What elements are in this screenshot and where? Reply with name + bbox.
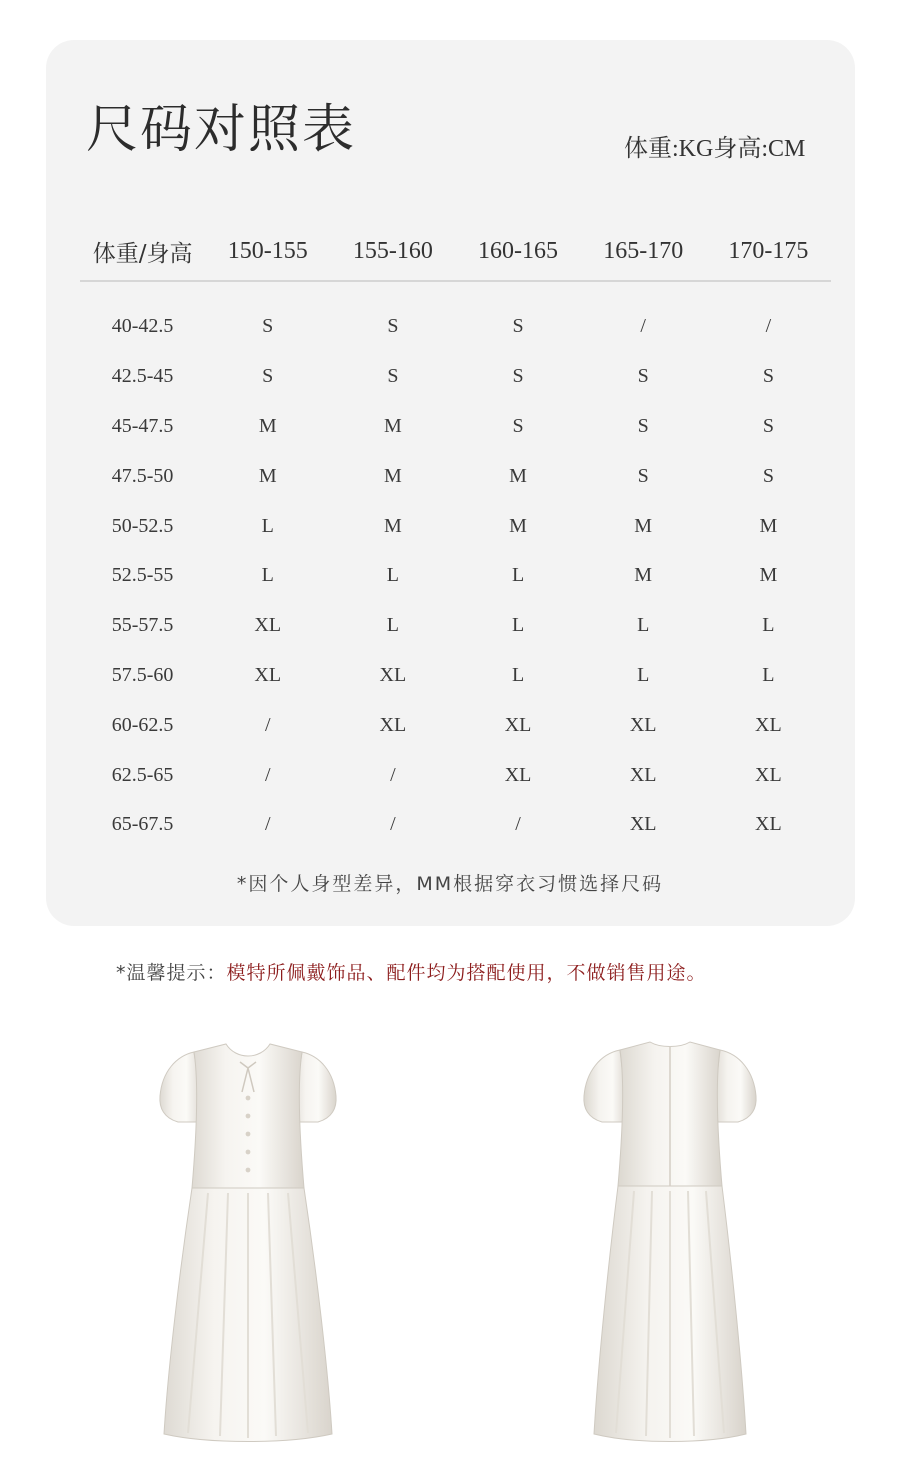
size-cell: L: [511, 614, 525, 637]
weight-range-cell: 60-62.5: [111, 713, 174, 736]
size-cell: /: [765, 315, 772, 338]
table-row: [80, 352, 831, 402]
size-cell: S: [262, 315, 274, 338]
size-cell: XL: [755, 713, 782, 736]
size-cell: L: [637, 614, 650, 637]
size-cell: /: [264, 813, 271, 836]
table-row: [80, 402, 831, 452]
size-cell: /: [390, 763, 396, 786]
weight-range-cell: 40-42.5: [111, 315, 174, 338]
size-cell: L: [261, 514, 274, 537]
size-cell: M: [634, 564, 653, 587]
size-cell: XL: [504, 713, 532, 736]
size-cell: S: [637, 365, 649, 388]
size-cell: S: [512, 414, 524, 437]
header-cell: 155-160: [330, 222, 455, 281]
size-table: [80, 222, 831, 850]
size-cell: M: [258, 464, 277, 487]
header-cell: 165-170: [581, 222, 706, 281]
size-cell: M: [258, 414, 277, 437]
size-cell: L: [261, 564, 274, 587]
weight-range-cell: 52.5-55: [111, 564, 174, 587]
weight-range-cell: 65-67.5: [111, 813, 174, 836]
size-cell: M: [509, 514, 527, 537]
size-cell: XL: [755, 763, 782, 786]
table-row: [80, 501, 831, 551]
weight-range-cell: 47.5-50: [111, 464, 174, 487]
size-cell: S: [637, 414, 649, 437]
size-cell: XL: [504, 763, 532, 786]
size-cell: L: [762, 663, 775, 686]
size-cell: S: [762, 414, 774, 437]
size-cell: M: [634, 514, 653, 537]
size-cell: M: [383, 464, 402, 487]
size-cell: XL: [379, 663, 407, 686]
size-cell: XL: [755, 813, 782, 836]
size-cell: S: [387, 315, 399, 338]
size-cell: L: [386, 614, 399, 637]
size-cell: L: [386, 564, 399, 587]
size-cell: M: [383, 414, 402, 437]
dress-back-image: [570, 1036, 770, 1448]
size-cell: M: [759, 514, 778, 537]
dress-front-image: [148, 1038, 348, 1448]
size-cell: XL: [379, 713, 407, 736]
table-row: [80, 451, 831, 501]
weight-range-cell: 50-52.5: [111, 514, 174, 537]
size-cell: S: [262, 365, 274, 388]
weight-range-cell: 55-57.5: [111, 614, 174, 637]
page-title: 尺码对照表: [86, 100, 357, 160]
size-cell: L: [511, 564, 525, 587]
tip-lead: *温馨提示：: [116, 962, 227, 984]
size-cell: M: [509, 464, 527, 487]
size-cell: L: [511, 663, 525, 686]
size-cell: /: [390, 813, 396, 836]
size-cell: XL: [254, 614, 282, 637]
weight-range-cell: 42.5-45: [111, 365, 174, 388]
header-cell: 170-175: [706, 222, 831, 281]
size-cell: XL: [629, 813, 657, 836]
table-row: [80, 551, 831, 601]
header-row: [80, 222, 831, 281]
size-cell: S: [512, 365, 524, 388]
weight-range-cell: 62.5-65: [111, 763, 174, 786]
fit-note: *因个人身型差异，MM根据穿衣习惯选择尺码: [236, 873, 664, 895]
size-cell: S: [762, 464, 774, 487]
size-cell: S: [762, 365, 774, 388]
header-cell: 150-155: [205, 222, 330, 281]
size-cell: M: [383, 514, 402, 537]
table-body: [80, 281, 831, 850]
size-cell: M: [759, 564, 778, 587]
size-cell: S: [637, 464, 649, 487]
size-cell: XL: [629, 713, 657, 736]
table-row: [80, 601, 831, 651]
unit-label: 体重:KG身高:CM: [624, 136, 806, 162]
table-row: [80, 281, 831, 352]
table-row: [80, 651, 831, 701]
table-row: [80, 750, 831, 800]
header-cell: 160-165: [455, 222, 580, 281]
size-cell: S: [387, 365, 399, 388]
tip-body: 模特所佩戴饰品、配件均为搭配使用，不做销售用途。: [226, 962, 707, 984]
size-cell: /: [640, 315, 646, 338]
weight-range-cell: 57.5-60: [111, 663, 174, 686]
weight-range-cell: 45-47.5: [111, 414, 174, 437]
header-cell: 体重/身高: [80, 222, 205, 281]
size-cell: /: [264, 713, 271, 736]
size-cell: XL: [254, 663, 282, 686]
table-row: [80, 800, 831, 850]
table-row: [80, 700, 831, 750]
tip-line: [116, 958, 707, 985]
size-cell: XL: [629, 763, 657, 786]
size-cell: /: [264, 763, 271, 786]
size-cell: S: [512, 315, 524, 338]
size-cell: L: [637, 663, 650, 686]
size-cell: /: [515, 813, 521, 836]
size-cell: L: [762, 614, 775, 637]
